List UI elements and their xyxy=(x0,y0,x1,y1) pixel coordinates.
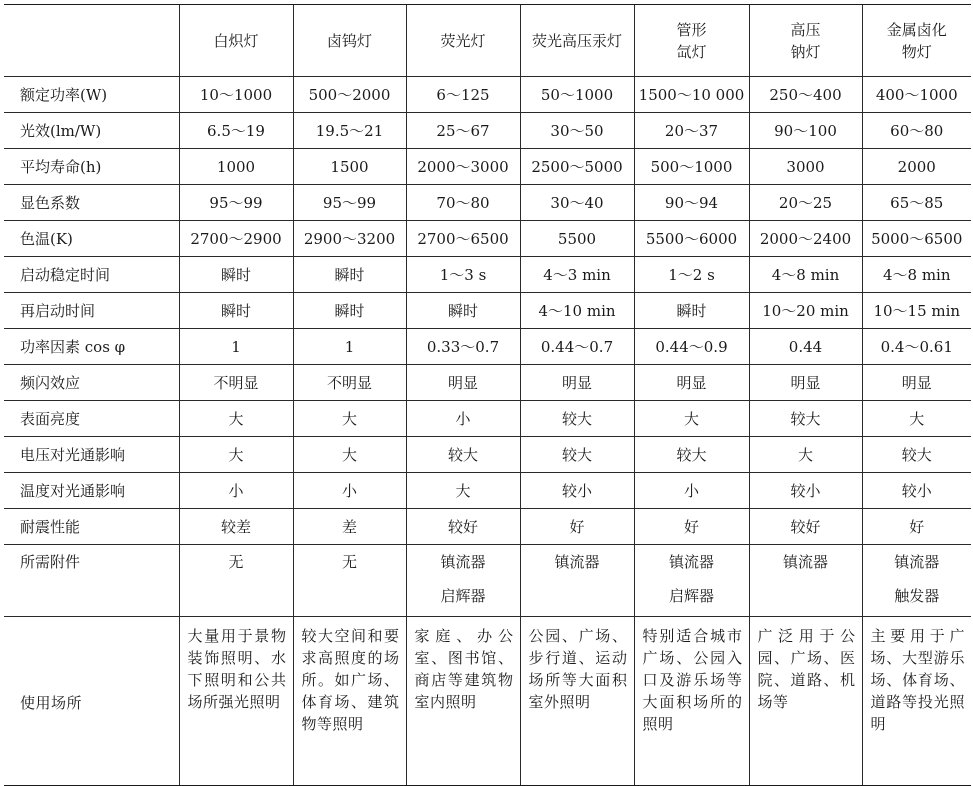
table-cell: 瞬时 xyxy=(179,293,293,329)
row-label: 所需附件 xyxy=(4,545,179,617)
row-label: 光效(lm/W) xyxy=(4,113,179,149)
table-cell: 2000～3000 xyxy=(406,149,520,185)
table-cell: 大 xyxy=(293,401,406,437)
table-cell: 4～3 min xyxy=(520,257,634,293)
row-label: 显色系数 xyxy=(4,185,179,221)
usage-cell: 特别适合城市广场、公园入口及游乐场等大面积场所的照明 xyxy=(634,617,749,786)
table-cell: 60～80 xyxy=(862,113,971,149)
table-cell: 2000～2400 xyxy=(749,221,862,257)
header-xenon-tube: 管形 氙灯 xyxy=(634,5,749,77)
table-cell: 1 xyxy=(293,329,406,365)
table-cell: 2700～2900 xyxy=(179,221,293,257)
table-cell: 0.44～0.7 xyxy=(520,329,634,365)
table-cell: 明显 xyxy=(406,365,520,401)
table-row xyxy=(4,473,971,509)
table-cell: 小 xyxy=(634,473,749,509)
table-cell: 镇流器 xyxy=(520,545,634,617)
header-mercury-vapor: 荧光高压汞灯 xyxy=(520,5,634,77)
table-cell: 好 xyxy=(634,509,749,545)
table-cell: 1500 xyxy=(293,149,406,185)
table-cell: 95～99 xyxy=(293,185,406,221)
table-cell: 1500～10 000 xyxy=(634,77,749,113)
table-cell: 250～400 xyxy=(749,77,862,113)
table-cell: 明显 xyxy=(749,365,862,401)
table-row xyxy=(4,401,971,437)
table-cell: 较好 xyxy=(406,509,520,545)
table-cell: 镇流器 xyxy=(749,545,862,617)
usage-cell: 主要用于广场、大型游乐场、体育场、道路等投光照明 xyxy=(862,617,971,786)
row-label: 频闪效应 xyxy=(4,365,179,401)
table-cell: 大 xyxy=(179,437,293,473)
table-cell: 小 xyxy=(179,473,293,509)
table-cell: 1～3 s xyxy=(406,257,520,293)
table-cell: 2500～5000 xyxy=(520,149,634,185)
table-cell: 较大 xyxy=(520,401,634,437)
table-cell: 50～1000 xyxy=(520,77,634,113)
table-cell: 1～2 s xyxy=(634,257,749,293)
table-row xyxy=(4,545,971,617)
table-row xyxy=(4,221,971,257)
table-cell: 90～100 xyxy=(749,113,862,149)
lamp-comparison-table xyxy=(4,4,971,786)
row-label: 耐震性能 xyxy=(4,509,179,545)
table-cell: 较小 xyxy=(520,473,634,509)
table-cell: 400～1000 xyxy=(862,77,971,113)
table-cell: 25～67 xyxy=(406,113,520,149)
table-cell: 较大 xyxy=(749,401,862,437)
table-cell: 较差 xyxy=(179,509,293,545)
table-cell: 无 xyxy=(179,545,293,617)
table-row xyxy=(4,365,971,401)
table-cell: 30～50 xyxy=(520,113,634,149)
table-row xyxy=(4,257,971,293)
row-label: 平均寿命(h) xyxy=(4,149,179,185)
table-cell: 大 xyxy=(862,401,971,437)
table-cell: 10～15 min xyxy=(862,293,971,329)
table-cell: 较小 xyxy=(749,473,862,509)
table-cell: 瞬时 xyxy=(293,257,406,293)
table-cell: 无 xyxy=(293,545,406,617)
table-cell: 较大 xyxy=(634,437,749,473)
table-row xyxy=(4,293,971,329)
table-cell: 0.44 xyxy=(749,329,862,365)
usage-cell: 大量用于景物装饰照明、水下照明和公共场所强光照明 xyxy=(179,617,293,786)
table-cell: 瞬时 xyxy=(406,293,520,329)
header-incandescent: 白炽灯 xyxy=(179,5,293,77)
table-cell: 较好 xyxy=(749,509,862,545)
table-cell: 4～8 min xyxy=(749,257,862,293)
table-cell: 镇流器 启辉器 xyxy=(634,545,749,617)
table-cell: 4～10 min xyxy=(520,293,634,329)
row-label: 温度对光通影响 xyxy=(4,473,179,509)
table-cell: 不明显 xyxy=(293,365,406,401)
usage-cell: 家庭、办公室、图书馆、商店等建筑物室内照明 xyxy=(406,617,520,786)
header-fluorescent: 荧光灯 xyxy=(406,5,520,77)
usage-cell: 广泛用于公园、广场、医院、道路、机场等 xyxy=(749,617,862,786)
row-label: 再启动时间 xyxy=(4,293,179,329)
header-metal-halide: 金属卤化 物灯 xyxy=(862,5,971,77)
table-cell: 6～125 xyxy=(406,77,520,113)
table-cell: 5000～6500 xyxy=(862,221,971,257)
row-label: 表面亮度 xyxy=(4,401,179,437)
table-row xyxy=(4,77,971,113)
table-cell: 1000 xyxy=(179,149,293,185)
table-header-row xyxy=(4,5,971,77)
table-cell: 大 xyxy=(179,401,293,437)
table-cell: 20～37 xyxy=(634,113,749,149)
row-label: 使用场所 xyxy=(4,617,179,786)
table-cell: 差 xyxy=(293,509,406,545)
table-cell: 明显 xyxy=(862,365,971,401)
table-cell: 较大 xyxy=(520,437,634,473)
table-cell: 2700～6500 xyxy=(406,221,520,257)
table-cell: 6.5～19 xyxy=(179,113,293,149)
table-cell: 4～8 min xyxy=(862,257,971,293)
table-row xyxy=(4,149,971,185)
table-row xyxy=(4,113,971,149)
table-cell: 小 xyxy=(293,473,406,509)
table-cell: 1 xyxy=(179,329,293,365)
table-row xyxy=(4,509,971,545)
table-cell: 500～2000 xyxy=(293,77,406,113)
table-cell: 90～94 xyxy=(634,185,749,221)
row-label: 启动稳定时间 xyxy=(4,257,179,293)
table-cell: 10～20 min xyxy=(749,293,862,329)
table-cell: 5500～6000 xyxy=(634,221,749,257)
usage-row xyxy=(4,617,971,786)
table-cell: 瞬时 xyxy=(634,293,749,329)
header-hp-sodium: 高压 钠灯 xyxy=(749,5,862,77)
table-cell: 不明显 xyxy=(179,365,293,401)
table-cell: 瞬时 xyxy=(293,293,406,329)
table-cell: 19.5～21 xyxy=(293,113,406,149)
usage-cell: 较大空间和要求高照度的场所。如广场、体育场、建筑物等照明 xyxy=(293,617,406,786)
table-row xyxy=(4,329,971,365)
table-cell: 小 xyxy=(406,401,520,437)
row-label: 色温(K) xyxy=(4,221,179,257)
table-cell: 3000 xyxy=(749,149,862,185)
table-cell: 2000 xyxy=(862,149,971,185)
table-cell: 大 xyxy=(406,473,520,509)
table-cell: 70～80 xyxy=(406,185,520,221)
row-label: 电压对光通影响 xyxy=(4,437,179,473)
table-cell: 明显 xyxy=(520,365,634,401)
table-cell: 大 xyxy=(749,437,862,473)
table-cell: 95～99 xyxy=(179,185,293,221)
table-cell: 500～1000 xyxy=(634,149,749,185)
table-cell: 大 xyxy=(293,437,406,473)
table-cell: 0.4～0.61 xyxy=(862,329,971,365)
table-cell: 镇流器 触发器 xyxy=(862,545,971,617)
table-cell: 较大 xyxy=(406,437,520,473)
table-cell: 65～85 xyxy=(862,185,971,221)
table-row xyxy=(4,185,971,221)
table-cell: 好 xyxy=(520,509,634,545)
table-cell: 好 xyxy=(862,509,971,545)
table-cell: 较小 xyxy=(862,473,971,509)
table-cell: 0.33～0.7 xyxy=(406,329,520,365)
table-cell: 瞬时 xyxy=(179,257,293,293)
header-halogen: 卤钨灯 xyxy=(293,5,406,77)
row-label: 额定功率(W) xyxy=(4,77,179,113)
table-cell: 30～40 xyxy=(520,185,634,221)
table-cell: 20～25 xyxy=(749,185,862,221)
table-cell: 较大 xyxy=(862,437,971,473)
table-cell: 大 xyxy=(634,401,749,437)
table-cell: 5500 xyxy=(520,221,634,257)
table-cell: 镇流器 启辉器 xyxy=(406,545,520,617)
table-row xyxy=(4,437,971,473)
row-label: 功率因素 cos φ xyxy=(4,329,179,365)
table-cell: 0.44～0.9 xyxy=(634,329,749,365)
table-cell: 2900～3200 xyxy=(293,221,406,257)
table-cell: 10～1000 xyxy=(179,77,293,113)
usage-cell: 公园、广场、步行道、运动场所等大面积室外照明 xyxy=(520,617,634,786)
table-cell: 明显 xyxy=(634,365,749,401)
header-corner-cell xyxy=(4,5,179,77)
